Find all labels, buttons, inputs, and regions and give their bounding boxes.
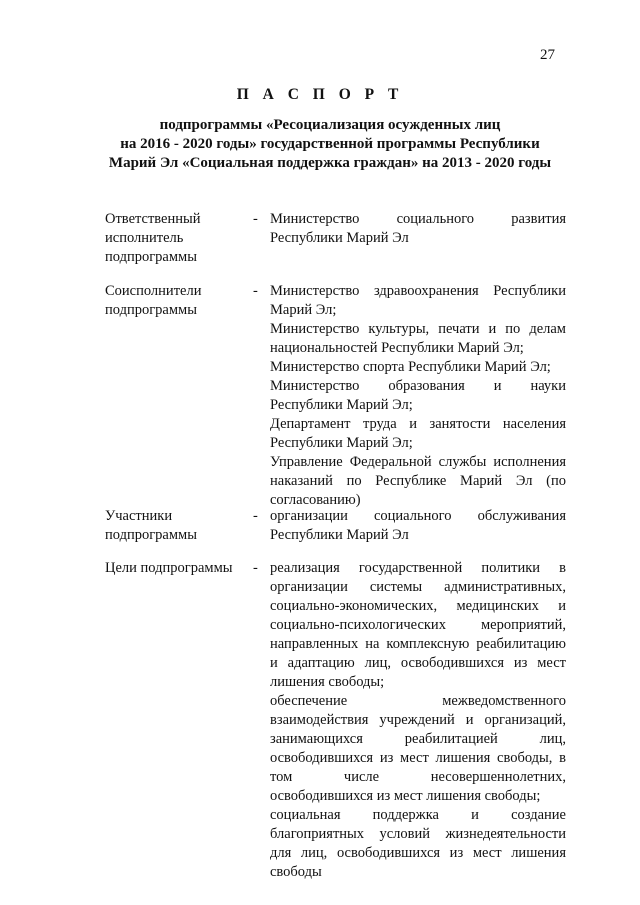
row-value-item: обеспечение межведомственного взаимодействия учреждений и организаций, занимающихся реабилитацией лиц, освободившихся из мест лишения свободы, в том числе несовершеннолетних, освободившихся из мест лишения свободы; <box>270 693 566 804</box>
row-value-item: социальная поддержка и создание благоприятных условий жизнедеятельности для лиц, освободившихся из мест лишения свободы <box>270 807 566 880</box>
row-value-item: организации социального обслуживания Республики Марий Эл <box>270 508 566 543</box>
subtitle-line: Марий Эл «Социальная поддержка граждан» на 2013 - 2020 годы <box>108 155 552 171</box>
row-value-item: Министерство спорта Республики Марий Эл; <box>270 359 551 375</box>
row-label: Участники подпрограммы <box>105 508 197 543</box>
page-number: 27 <box>540 47 555 63</box>
row-value-item: Министерство социального развития Республики Марий Эл <box>270 211 566 246</box>
subtitle-line: подпрограммы «Ресоциализация осужденных лиц <box>159 117 501 133</box>
row-dash: - <box>253 283 258 299</box>
row-value-item: реализация государственной политики в организации системы административных, социально-экономических, медицинских и социально-психологических мероприятий, направленных на комплексную реабилитацию и адаптацию лиц, освободившихся из мест лишения свободы; <box>270 560 566 690</box>
row-value-item: Департамент труда и занятости населения Республики Марий Эл; <box>270 416 566 451</box>
row-value-item: Министерство культуры, печати и по делам национальностей Республики Марий Эл; <box>270 321 566 356</box>
row-value-item: Управление Федеральной службы исполнения наказаний по Республике Марий Эл (по согласованию) <box>270 454 566 508</box>
row-label: Ответственный исполнитель подпрограммы <box>105 211 201 265</box>
document-subtitle <box>80 116 580 173</box>
passport-row-co-executors <box>0 282 640 507</box>
row-label: Цели подпрограммы <box>105 560 233 576</box>
passport-table <box>0 210 640 882</box>
row-value-item: Министерство здравоохранения Республики Марий Эл; <box>270 283 566 318</box>
row-label: Соисполнители подпрограммы <box>105 283 202 318</box>
row-value <box>270 282 566 510</box>
row-dash: - <box>253 508 258 524</box>
row-dash: - <box>253 211 258 227</box>
row-value <box>270 507 566 545</box>
row-dash: - <box>253 560 258 576</box>
row-value <box>270 559 566 882</box>
row-value <box>270 210 566 248</box>
document-title: П А С П О Р Т <box>236 86 404 103</box>
passport-row-goals <box>0 559 640 882</box>
subtitle-line: на 2016 - 2020 годы» государственной программы Республики <box>120 136 540 152</box>
passport-row-participants <box>0 507 640 559</box>
passport-row-responsible <box>0 210 640 282</box>
row-value-item: Министерство образования и науки Республики Марий Эл; <box>270 378 566 413</box>
